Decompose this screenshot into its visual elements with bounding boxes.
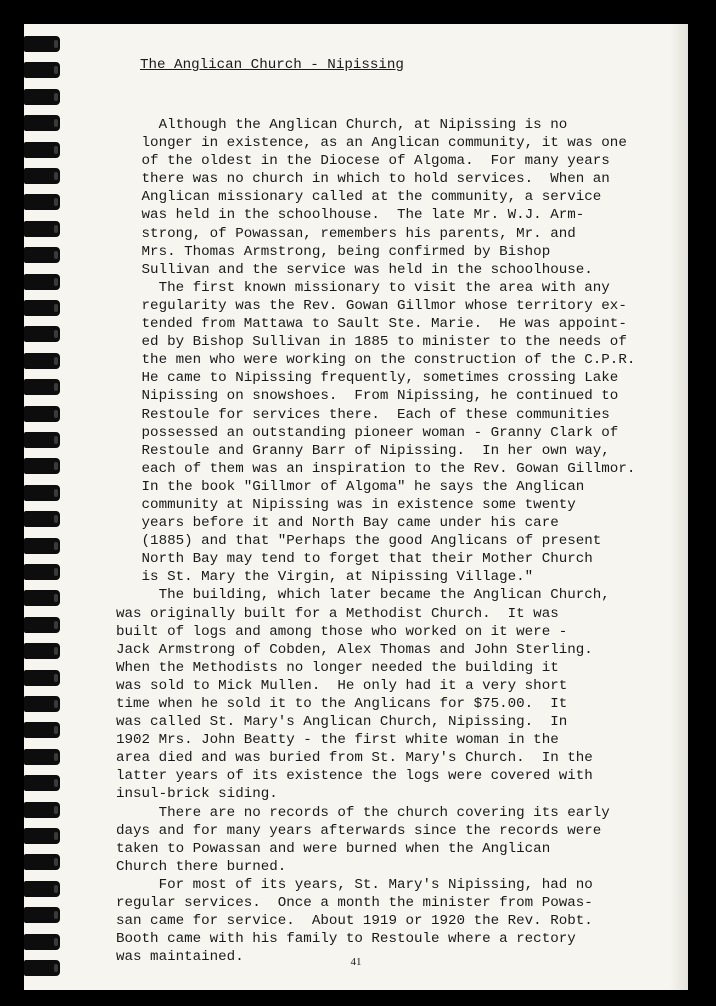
binding-coil — [24, 564, 60, 580]
page-title: The Anglican Church - Nipissing — [140, 57, 404, 73]
text-line: Booth came with his family to Restoule where a rectory — [116, 931, 576, 948]
text-line: of the oldest in the Diocese of Algoma. For many years — [116, 153, 610, 170]
binding-coil — [24, 115, 60, 131]
text-line: insul-brick siding. — [116, 786, 278, 803]
page-number: 41 — [350, 956, 362, 968]
binding-coil — [24, 881, 60, 897]
text-line: was held in the schoolhouse. The late Mr. W.J. Arm- — [116, 207, 585, 224]
binding-coil — [24, 142, 60, 158]
binding-coil — [24, 36, 60, 52]
binding-coil — [24, 326, 60, 342]
text-line: When the Methodists no longer needed the building it — [116, 659, 559, 676]
text-line: North Bay may tend to forget that their Mother Church — [116, 551, 593, 568]
text-line: regularity was the Rev. Gowan Gillmor whose territory ex- — [116, 297, 627, 314]
text-line: The building, which later became the Anglican Church, — [116, 587, 610, 604]
binding-coil — [24, 854, 60, 870]
binding-coil — [24, 194, 60, 210]
binding-coil — [24, 485, 60, 501]
text-line: ed by Bishop Sullivan in 1885 to minister to the needs of — [116, 334, 627, 351]
binding-coil — [24, 643, 60, 659]
binding-coil — [24, 511, 60, 527]
text-line: He came to Nipissing frequently, sometimes crossing Lake — [116, 370, 619, 387]
text-line: Mrs. Thomas Armstrong, being confirmed by Bishop — [116, 243, 551, 260]
text-line: was originally built for a Methodist Church. It was — [116, 605, 559, 622]
text-line: was sold to Mick Mullen. He only had it a very short — [116, 677, 568, 694]
text-line: In the book "Gillmor of Algoma" he says the Anglican — [116, 478, 585, 495]
text-line: (1885) and that "Perhaps the good Anglicans of present — [116, 533, 602, 550]
text-line: time when he sold it to the Anglicans for $75.00. It — [116, 696, 568, 712]
text-line: taken to Powassan and were burned when the Anglican — [116, 840, 551, 857]
binding-coil — [24, 274, 60, 290]
text-line: days and for many years afterwards since the records were — [116, 822, 602, 839]
text-line: longer in existence, as an Anglican community, it was one — [116, 135, 627, 152]
text-line: each of them was an inspiration to the Rev. Gowan Gillmor. — [116, 460, 636, 477]
binding-coil — [24, 828, 60, 844]
page-content — [116, 54, 676, 966]
binding-coil — [24, 353, 60, 369]
text-line: built of logs and among those who worked on it were - — [116, 623, 568, 640]
binding-coil — [24, 538, 60, 554]
binding-coil — [24, 617, 60, 633]
binding-coil — [24, 221, 60, 237]
binding-coil — [24, 406, 60, 422]
text-line: there was no church in which to hold services. When an — [116, 171, 610, 188]
binding-coil — [24, 775, 60, 791]
binding-coil — [24, 432, 60, 448]
text-line: There are no records of the church covering its early — [116, 804, 610, 821]
document-page — [24, 24, 688, 990]
binding-coil — [24, 934, 60, 950]
text-line: area died and was buried from St. Mary's Church. In the — [116, 750, 593, 767]
binding-coil — [24, 168, 60, 184]
text-line: strong, of Powassan, remembers his parents, Mr. and — [116, 225, 576, 242]
text-line: latter years of its existence the logs were covered with — [116, 768, 593, 785]
text-line: Restoule and Granny Barr of Nipissing. In her own way, — [116, 442, 610, 459]
text-line: 1902 Mrs. John Beatty - the first white woman in the — [116, 732, 559, 749]
body-text — [116, 116, 676, 966]
text-line: tended from Mattawa to Sault Ste. Marie. He was appoint- — [116, 316, 627, 333]
text-line: Nipissing on snowshoes. From Nipissing, he continued to — [116, 388, 619, 405]
binding-coil — [24, 802, 60, 818]
text-line: possessed an outstanding pioneer woman - Granny Clark of — [116, 424, 619, 441]
binding-coil — [24, 590, 60, 606]
binding-coil — [24, 696, 60, 712]
binding-coil — [24, 379, 60, 395]
binding-coil — [24, 960, 60, 976]
binding-coil — [24, 247, 60, 263]
text-line: Sullivan and the service was held in the schoolhouse. — [116, 261, 593, 278]
spiral-binding — [24, 24, 64, 990]
text-line: Restoule for services there. Each of these communities — [116, 406, 610, 423]
binding-coil — [24, 749, 60, 765]
binding-coil — [24, 89, 60, 105]
binding-coil — [24, 670, 60, 686]
text-line: The first known missionary to visit the area with any — [116, 279, 610, 296]
text-line: For most of its years, St. Mary's Nipissing, had no — [116, 876, 593, 893]
binding-coil — [24, 907, 60, 923]
text-line: was maintained. — [116, 949, 244, 966]
text-line: regular services. Once a month the minister from Powas- — [116, 895, 593, 912]
text-line: was called St. Mary's Anglican Church, Nipissing. In — [116, 714, 568, 731]
text-line: years before it and North Bay came under his care — [116, 515, 559, 532]
text-line: Jack Armstrong of Cobden, Alex Thomas and John Sterling. — [116, 641, 593, 658]
binding-coil — [24, 300, 60, 316]
text-line: community at Nipissing was in existence some twenty — [116, 496, 576, 513]
text-line: Church there burned. — [116, 858, 287, 875]
text-line: san came for service. About 1919 or 1920 the Rev. Robt. — [116, 913, 593, 930]
binding-coil — [24, 458, 60, 474]
binding-coil — [24, 722, 60, 738]
text-line: is St. Mary the Virgin, at Nipissing Village." — [116, 569, 534, 586]
text-line: Anglican missionary called at the community, a service — [116, 189, 602, 206]
text-line: the men who were working on the construction of the C.P.R. — [116, 352, 636, 369]
binding-coil — [24, 62, 60, 78]
text-line: Although the Anglican Church, at Nipissing is no — [116, 117, 568, 133]
